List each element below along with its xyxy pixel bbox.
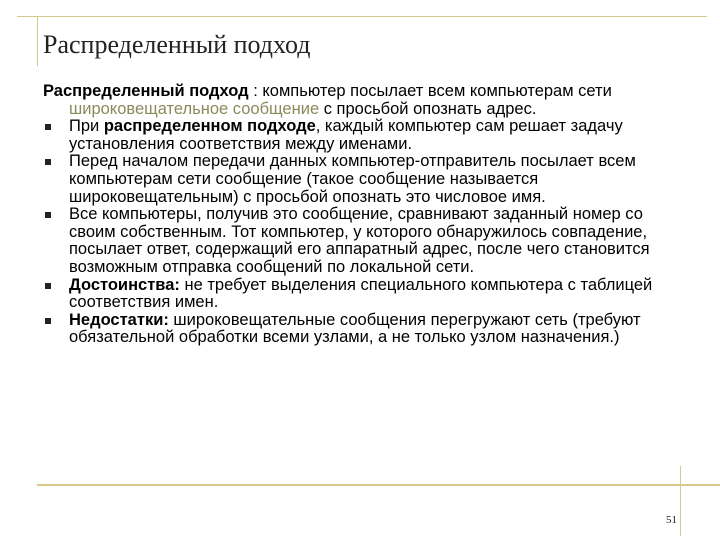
intro-paragraph: [43, 83, 683, 118]
bullet-icon: [45, 124, 51, 130]
bullet-text: Перед началом передачи данных компьютер-отправитель посылает всем компьютерам сети сообщение (такое сообщение называется широковещательным) с просьбой опознать это числовое имя.: [69, 152, 636, 206]
intro-text-1: : компьютер посылает всем компьютерам сети: [248, 82, 612, 100]
intro-text-2: с просьбой опознать адрес.: [319, 99, 537, 118]
bullet-pre: При: [69, 117, 104, 136]
bullet-bold: Недостатки:: [69, 310, 169, 329]
bullet-list: [43, 118, 683, 347]
bullet-bold: Достоинства:: [69, 275, 180, 294]
bullet-text: , каждый компьютер сам решает задачу установления соответствия между именами.: [69, 117, 623, 153]
list-item: [43, 206, 683, 276]
page-number: 51: [666, 514, 677, 526]
top-decor-line: [17, 16, 707, 17]
left-decor-line: [37, 16, 38, 66]
bullet-icon: [45, 318, 51, 324]
corner-decor-line: [680, 466, 681, 536]
intro-accent: широковещательное сообщение: [69, 99, 320, 118]
list-item: [43, 312, 683, 347]
bottom-decor-line: [37, 484, 720, 486]
list-item: [43, 153, 683, 206]
bullet-text: Все компьютеры, получив это сообщение, сравнивают заданный номер со своим собственным. Тот компьютер, у которого обнаружилось совпадение, посылает ответ, содержащий его аппаратный адрес, после чего становится возможным отправка сообщений по локальной сети.: [69, 205, 650, 276]
bullet-text: не требует выделения специального компьютера с таблицей соответствия имен.: [69, 275, 653, 312]
intro-bold: Распределенный подход: [43, 82, 249, 100]
bullet-icon: [45, 283, 51, 289]
slide-title: Распределенный подход: [43, 30, 311, 59]
bullet-bold: распределенном подходе: [103, 117, 316, 136]
bullet-icon: [45, 159, 51, 165]
bullet-icon: [45, 212, 51, 218]
list-item: [43, 277, 683, 312]
list-item: [43, 118, 683, 153]
bullet-text: широковещательные сообщения перегружают сеть (требуют обязательной обработки всеми узлами, а не только узлом назначения.): [69, 310, 641, 347]
slide-content: [43, 83, 683, 347]
